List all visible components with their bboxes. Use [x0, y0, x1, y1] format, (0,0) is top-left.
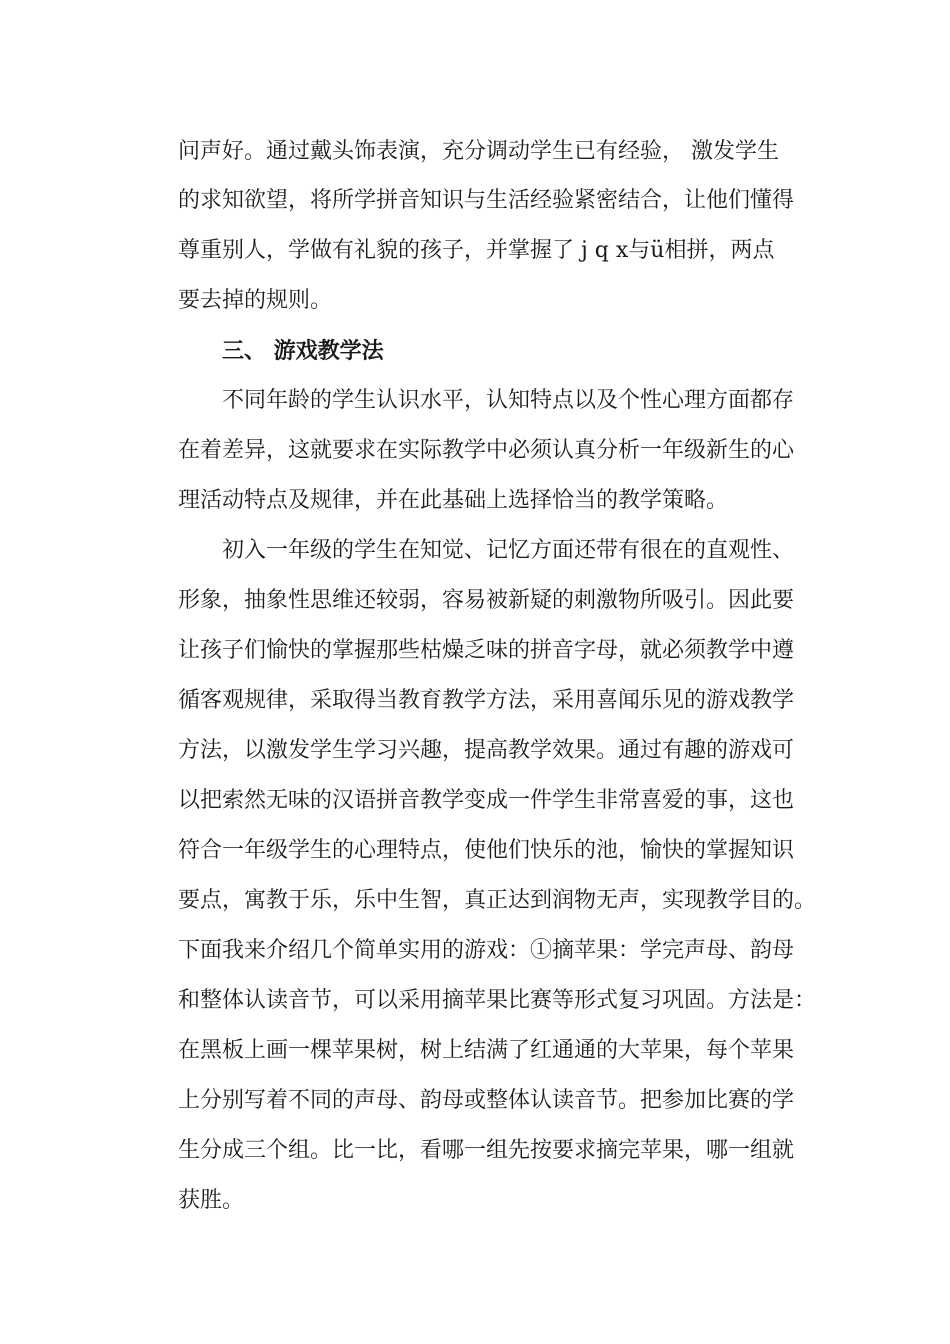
text-line: 方法，以激发学生学习兴趣，提高教学效果。通过有趣的游戏可 [178, 738, 795, 763]
text-line: 问声好。通过戴头饰表演，充分调动学生已有经验， 激发学生 [178, 139, 779, 164]
text-line: 符合一年级学生的心理特点，使他们快乐的池，愉快的掌握知识 [178, 838, 795, 863]
text-line: 循客观规律，采取得当教育教学方法，采用喜闻乐见的游戏教学 [178, 688, 795, 713]
text-line: 生分成三个组。比一比，看哪一组先按要求摘完苹果，哪一组就 [178, 1138, 795, 1163]
text-line: 和整体认读音节，可以采用摘苹果比赛等形式复习巩固。方法是： [178, 988, 817, 1013]
paragraph-first-line: 初入一年级的学生在知觉、记忆方面还带有很在的直观性、 [222, 538, 795, 563]
text-line: 的求知欲望，将所学拼音知识与生活经验紧密结合，让他们懂得 [178, 188, 795, 213]
paragraph-first-line: 不同年龄的学生认识水平，认知特点以及个性心理方面都存 [222, 388, 795, 413]
text-line: 上分别写着不同的声母、韵母或整体认读音节。把参加比赛的学 [178, 1088, 795, 1113]
text-line: 形象，抽象性思维还较弱，容易被新疑的刺激物所吸引。因此要 [178, 588, 795, 613]
section-heading: 三、 游戏教学法 [222, 338, 384, 364]
text-line: 在黑板上画一棵苹果树，树上结满了红通通的大苹果，每个苹果 [178, 1038, 795, 1063]
text-line: 尊重别人，学做有礼貌的孩子，并掌握了 j q x与ü相拼，两点 [178, 238, 775, 263]
text-line: 理活动特点及规律，并在此基础上选择恰当的教学策略。 [178, 488, 729, 513]
text-line: 要点，寓教于乐，乐中生智，真正达到润物无声，实现教学目的。 [178, 888, 817, 913]
text-line: 在着差异，这就要求在实际教学中必须认真分析一年级新生的心 [178, 438, 795, 463]
text-line: 以把索然无味的汉语拼音教学变成一件学生非常喜爱的事，这也 [178, 788, 795, 813]
text-line: 下面我来介绍几个简单实用的游戏：①摘苹果：学完声母、韵母 [178, 938, 795, 963]
text-line: 要去掉的规则。 [178, 288, 333, 313]
text-line: 获胜。 [178, 1188, 245, 1213]
text-line: 让孩子们愉快的掌握那些枯燥乏味的拼音字母，就必须教学中遵 [178, 638, 795, 663]
